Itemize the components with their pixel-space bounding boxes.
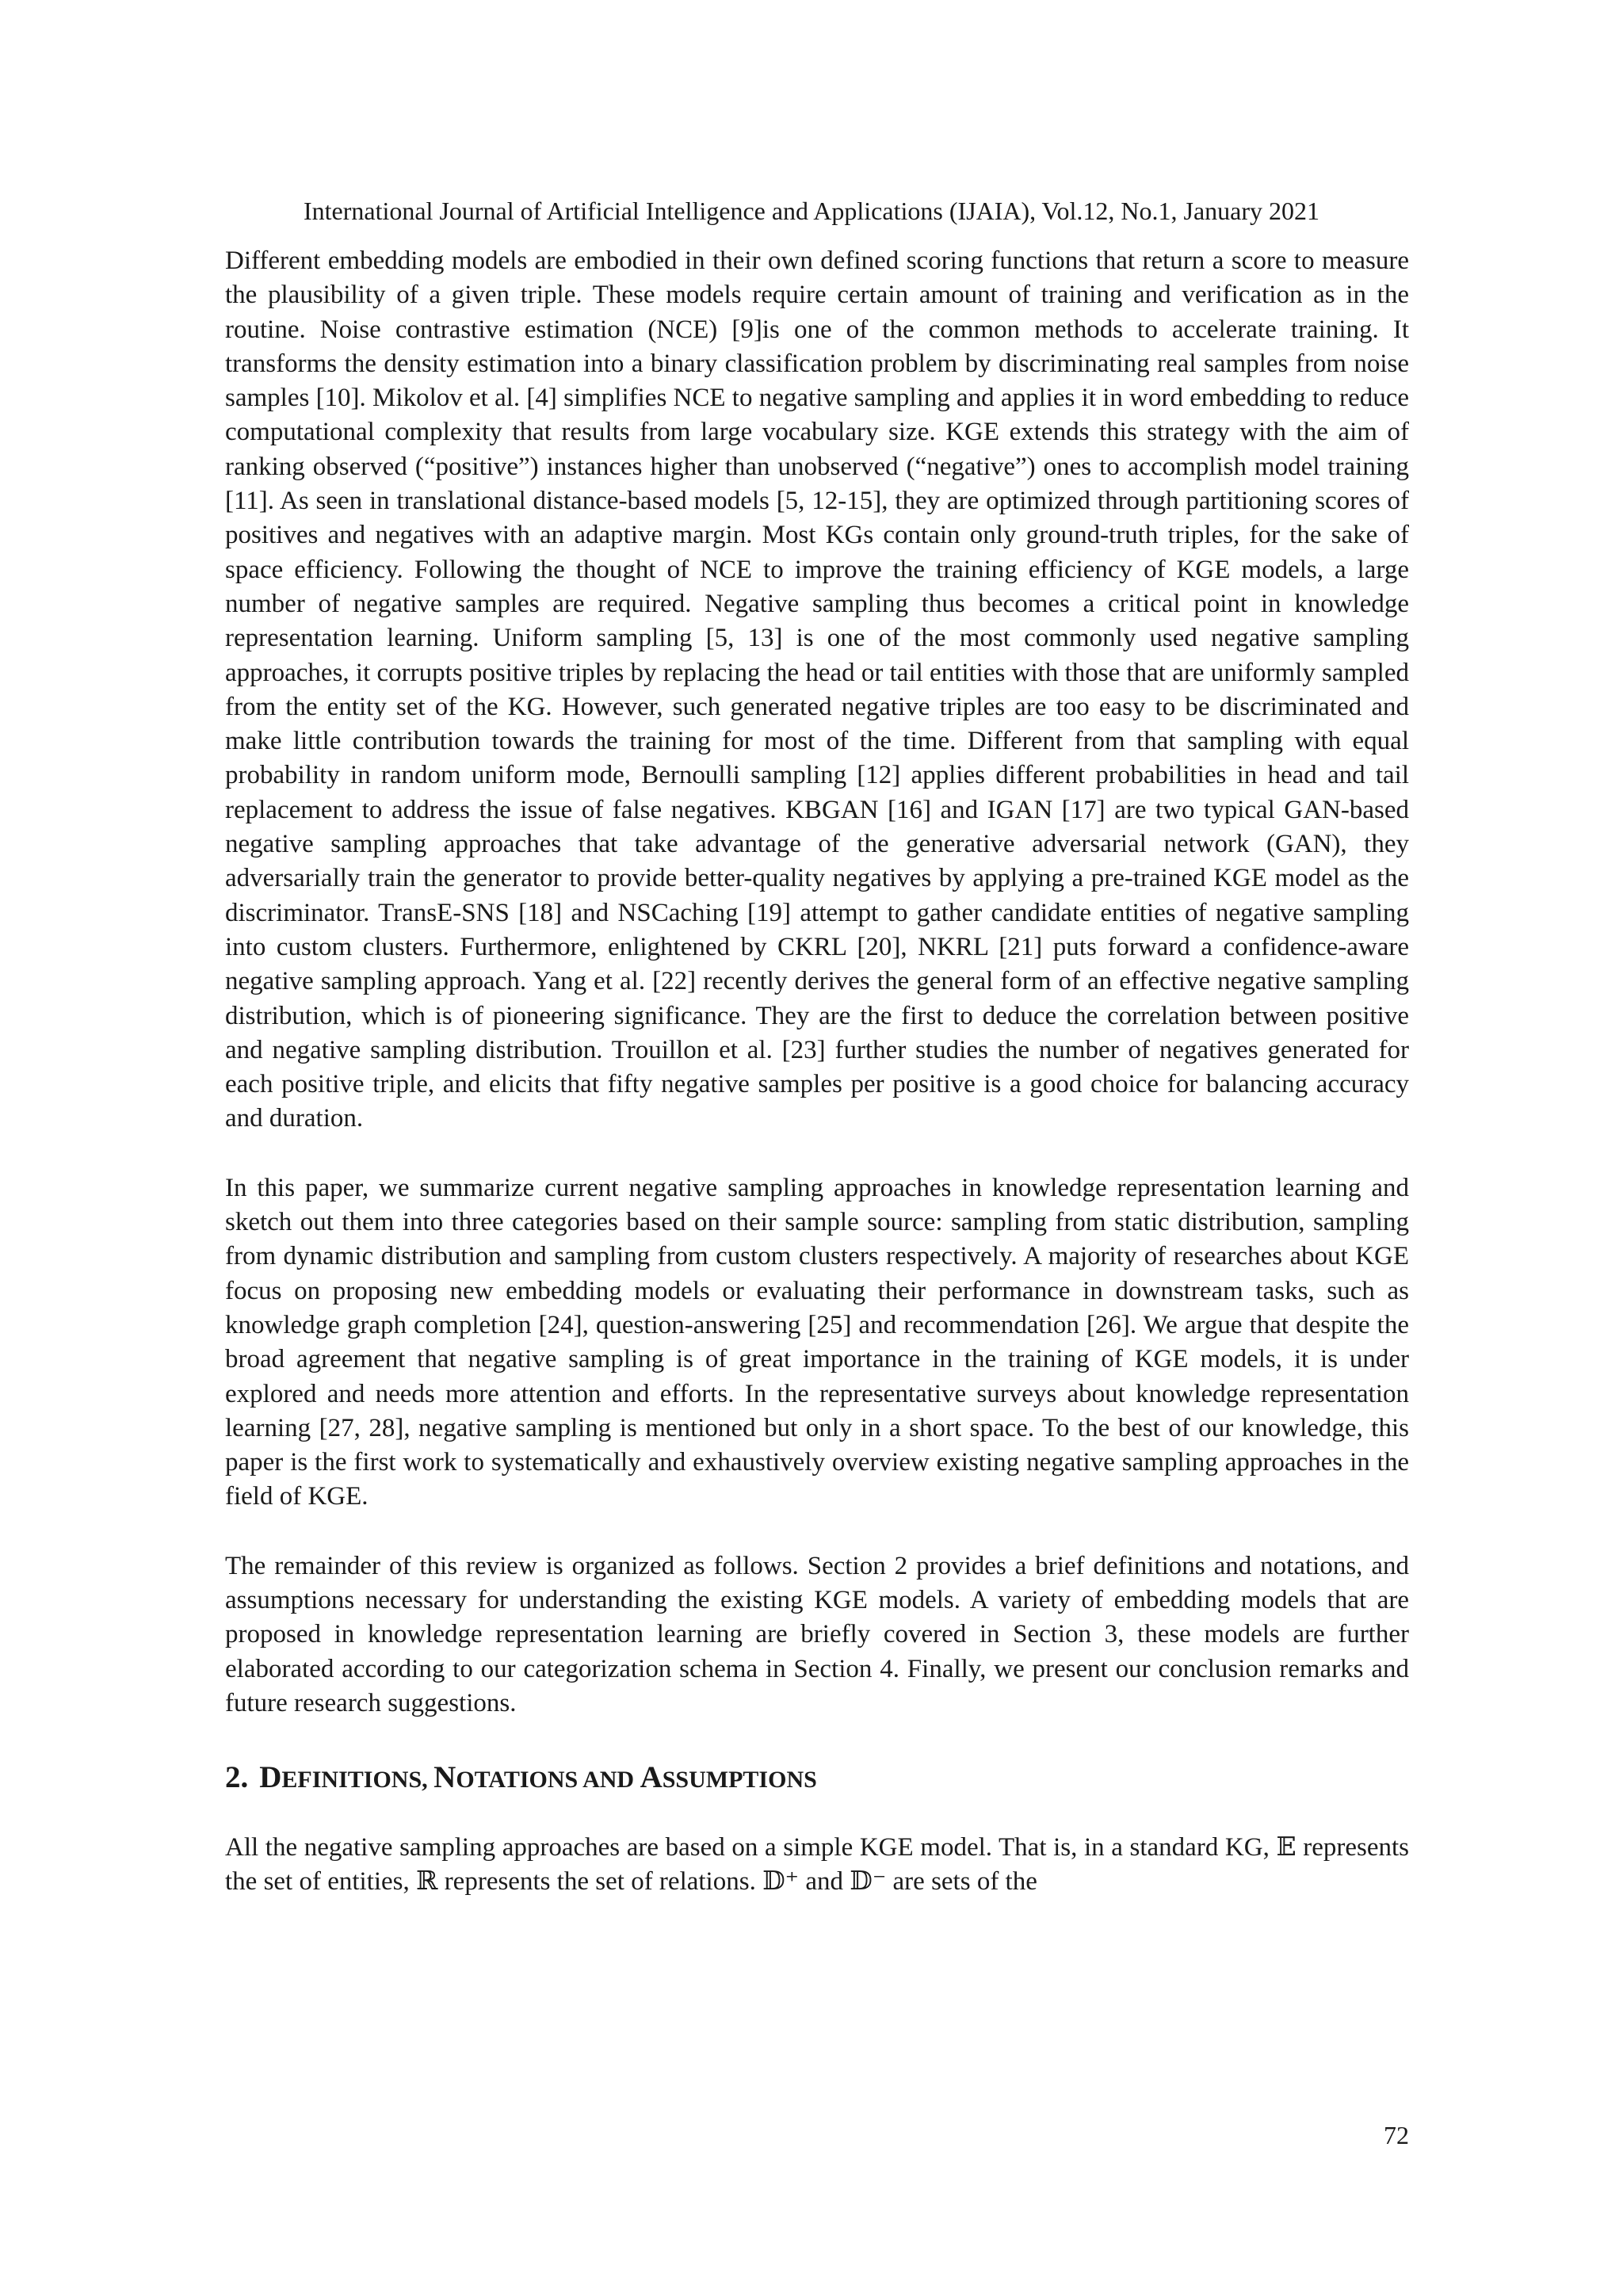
- paragraph-contribution: In this paper, we summarize current negative sampling approaches in knowledge representation learning and sketch out them into three categories based on their sample source: sampling from static distribution, sampling from dynamic distribution and sampling from custom clusters respectively. A majority of researches about KGE focus on proposing new embedding models or evaluating their performance in downstream tasks, such as knowledge graph completion [24], question-answering [25] and recommendation [26]. We argue that despite the broad agreement that negative sampling is of great importance in the training of KGE models, it is under explored and needs more attention and efforts. In the representative surveys about knowledge representation learning [27, 28], negative sampling is mentioned but only in a short space. To the best of our knowledge, this paper is the first work to systematically and exhaustively overview existing negative sampling approaches in the field of KGE.: [225, 1173, 1409, 1511]
- section-heading: [225, 1759, 1409, 1799]
- paragraph-intro-negative-sampling: Different embedding models are embodied in their own defined scoring functions that return a score to measure the plausibility of a given triple. These models require certain amount of training and verification as in the routine. Noise contrastive estimation (NCE) [9]is one of the common methods to accelerate training. It transforms the density estimation into a binary classification problem by discriminating real samples from noise samples [10]. Mikolov et al. [4] simplifies NCE to negative sampling and applies it in word embedding to reduce computational complexity that results from large vocabulary size. KGE extends this strategy with the aim of ranking observed (“positive”) instances higher than unobserved (“negative”) ones to accomplish model training [11]. As seen in translational distance-based models [5, 12-15], they are optimized through partitioning scores of positives and negatives with an adaptive margin. Most KGs contain only ground-truth triples, for the sake of space efficiency. Following the thought of NCE to improve the training efficiency of KGE models, a large number of negative samples are required. Negative sampling thus becomes a critical point in knowledge representation learning. Uniform sampling [5, 13] is one of the most commonly used negative sampling approaches, it corrupts positive triples by replacing the head or tail entities with those that are uniformly sampled from the entity set of the KG. However, such generated negative triples are too easy to be discriminated and make little contribution towards the training for most of the time. Different from that sampling with equal probability in random uniform mode, Bernoulli sampling [12] applies different probabilities in head and tail replacement to address the issue of false negatives. KBGAN [16] and IGAN [17] are two typical GAN-based negative sampling approaches that take advantage of the generative adversarial network (GAN), they adversarially train the generator to provide better-quality negatives by applying a pre-trained KGE model as the discriminator. TransE-SNS [18] and NSCaching [19] attempt to gather candidate entities of negative sampling into custom clusters. Furthermore, enlightened by CKRL [20], NKRL [21] puts forward a confidence-aware negative sampling approach. Yang et al. [22] recently derives the general form of an effective negative sampling distribution, which is of pioneering significance. They are the first to deduce the correlation between positive and negative sampling distribution. Trouillon et al. [23] further studies the number of negatives generated for each positive triple, and elicits that fifty negative samples per positive is a good choice for balancing accuracy and duration.: [225, 246, 1409, 1133]
- paragraph-definitions: All the negative sampling approaches are based on a simple KGE model. That is, in a standard KG, 𝔼 represents the set of entities, ℝ represents the set of relations. 𝔻⁺ and 𝔻⁻ are sets of the: [225, 1833, 1409, 1897]
- section-title: [259, 1760, 817, 1794]
- section-title-part: OTATIONS AND: [456, 1767, 640, 1794]
- running-header: International Journal of Artificial Intelligence and Applications (IJAIA), Vol.12, No.1, January 2021: [303, 197, 1320, 225]
- section-number: 2.: [225, 1760, 249, 1795]
- section-title-part: N: [433, 1760, 456, 1795]
- paragraph-organization: The remainder of this review is organized as follows. Section 2 provides a brief definitions and notations, and assumptions necessary for understanding the existing KGE models. A variety of embedding models that are proposed in knowledge representation learning are briefly covered in Section 3, these models are further elaborated according to our categorization schema in Section 4. Finally, we present our conclusion remarks and future research suggestions.: [225, 1551, 1409, 1717]
- section-title-part: EFINITIONS,: [281, 1767, 434, 1794]
- section-title-part: A: [640, 1760, 663, 1795]
- section-title-part: SSUMPTIONS: [662, 1767, 817, 1794]
- article-body: [225, 244, 1409, 1935]
- section-title-part: D: [259, 1760, 282, 1795]
- page-number: 72: [1384, 2121, 1409, 2149]
